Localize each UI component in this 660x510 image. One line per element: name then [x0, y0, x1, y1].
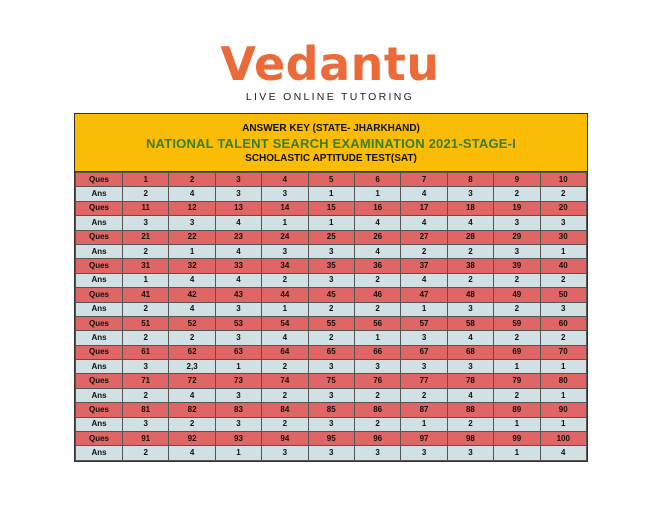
question-number-cell: 61: [123, 345, 169, 359]
question-number-cell: 79: [494, 374, 540, 388]
answer-cell: 1: [215, 360, 261, 374]
answer-row: [76, 417, 587, 431]
answer-cell: 3: [354, 360, 400, 374]
question-number-cell: 33: [215, 259, 261, 273]
question-number-cell: 92: [169, 432, 215, 446]
question-number-cell: 97: [401, 432, 447, 446]
question-number-cell: 29: [494, 230, 540, 244]
answer-row: [76, 331, 587, 345]
question-number-cell: 63: [215, 345, 261, 359]
answer-cell: 3: [401, 331, 447, 345]
question-number-cell: 34: [262, 259, 308, 273]
question-number-cell: 67: [401, 345, 447, 359]
question-number-cell: 68: [447, 345, 493, 359]
answer-cell: 3: [447, 187, 493, 201]
question-number-cell: 11: [123, 201, 169, 215]
answer-cell: 4: [169, 273, 215, 287]
question-number-cell: 1: [123, 173, 169, 187]
ques-label: Ques: [76, 173, 123, 187]
question-number-cell: 82: [169, 403, 215, 417]
answer-cell: 3: [447, 360, 493, 374]
answer-cell: 2: [494, 388, 540, 402]
question-number-cell: 45: [308, 288, 354, 302]
answer-row: [76, 187, 587, 201]
question-number-cell: 17: [401, 201, 447, 215]
question-number-cell: 9: [494, 173, 540, 187]
answer-cell: 2: [169, 331, 215, 345]
answer-cell: 2: [540, 331, 586, 345]
answer-cell: 2: [401, 388, 447, 402]
answer-cell: 2: [540, 273, 586, 287]
question-row: [76, 173, 587, 187]
answer-cell: 4: [354, 216, 400, 230]
question-number-cell: 20: [540, 201, 586, 215]
answer-cell: 1: [401, 417, 447, 431]
ans-label: Ans: [76, 302, 123, 316]
answer-cell: 1: [262, 216, 308, 230]
ans-label: Ans: [76, 331, 123, 345]
answer-cell: 3: [215, 388, 261, 402]
answer-cell: 3: [308, 273, 354, 287]
ans-label: Ans: [76, 273, 123, 287]
logo-tagline: LIVE ONLINE TUTORING: [245, 91, 415, 103]
logo-area: [0, 38, 660, 90]
answer-cell: 3: [447, 446, 493, 460]
question-row: [76, 259, 587, 273]
answer-cell: 3: [215, 187, 261, 201]
ques-label: Ques: [76, 259, 123, 273]
question-number-cell: 93: [215, 432, 261, 446]
question-number-cell: 89: [494, 403, 540, 417]
question-number-cell: 50: [540, 288, 586, 302]
question-number-cell: 19: [494, 201, 540, 215]
question-number-cell: 15: [308, 201, 354, 215]
question-number-cell: 71: [123, 374, 169, 388]
answer-cell: 2: [123, 302, 169, 316]
question-number-cell: 37: [401, 259, 447, 273]
question-number-cell: 75: [308, 374, 354, 388]
answer-cell: 1: [494, 417, 540, 431]
answer-cell: 4: [354, 244, 400, 258]
answer-cell: 3: [215, 302, 261, 316]
question-number-cell: 46: [354, 288, 400, 302]
question-number-cell: 27: [401, 230, 447, 244]
question-number-cell: 94: [262, 432, 308, 446]
question-number-cell: 36: [354, 259, 400, 273]
question-number-cell: 54: [262, 316, 308, 330]
answer-cell: 3: [308, 417, 354, 431]
question-number-cell: 74: [262, 374, 308, 388]
answer-cell: 3: [308, 446, 354, 460]
question-number-cell: 16: [354, 201, 400, 215]
question-number-cell: 30: [540, 230, 586, 244]
answer-key-body: [76, 173, 587, 461]
answer-cell: 2: [123, 187, 169, 201]
answer-cell: 4: [169, 187, 215, 201]
question-row: [76, 432, 587, 446]
question-number-cell: 88: [447, 403, 493, 417]
ans-label: Ans: [76, 446, 123, 460]
question-number-cell: 42: [169, 288, 215, 302]
question-number-cell: 10: [540, 173, 586, 187]
answer-cell: 3: [123, 216, 169, 230]
answer-cell: 3: [494, 244, 540, 258]
question-number-cell: 62: [169, 345, 215, 359]
answer-cell: 1: [494, 446, 540, 460]
question-number-cell: 78: [447, 374, 493, 388]
answer-cell: 2: [494, 331, 540, 345]
ques-label: Ques: [76, 230, 123, 244]
answer-cell: 2: [262, 417, 308, 431]
answer-cell: 4: [401, 187, 447, 201]
answer-cell: 2: [447, 273, 493, 287]
ans-label: Ans: [76, 388, 123, 402]
question-number-cell: 7: [401, 173, 447, 187]
answer-cell: 2: [123, 446, 169, 460]
question-number-cell: 6: [354, 173, 400, 187]
answer-cell: 1: [169, 244, 215, 258]
ques-label: Ques: [76, 316, 123, 330]
question-number-cell: 84: [262, 403, 308, 417]
question-number-cell: 8: [447, 173, 493, 187]
answer-cell: 4: [447, 388, 493, 402]
answer-cell: 2: [354, 417, 400, 431]
question-number-cell: 22: [169, 230, 215, 244]
answer-cell: 2: [354, 302, 400, 316]
question-number-cell: 40: [540, 259, 586, 273]
question-number-cell: 41: [123, 288, 169, 302]
question-number-cell: 21: [123, 230, 169, 244]
answer-cell: 1: [540, 388, 586, 402]
question-number-cell: 55: [308, 316, 354, 330]
answer-cell: 3: [262, 244, 308, 258]
question-number-cell: 56: [354, 316, 400, 330]
question-number-cell: 69: [494, 345, 540, 359]
question-number-cell: 72: [169, 374, 215, 388]
question-number-cell: 86: [354, 403, 400, 417]
answer-cell: 1: [308, 187, 354, 201]
answer-cell: 3: [123, 417, 169, 431]
ans-label: Ans: [76, 187, 123, 201]
ques-label: Ques: [76, 403, 123, 417]
answer-cell: 3: [308, 360, 354, 374]
question-row: [76, 403, 587, 417]
answer-cell: 2: [262, 360, 308, 374]
answer-cell: 2: [354, 273, 400, 287]
answer-cell: 1: [540, 360, 586, 374]
answer-cell: 3: [262, 187, 308, 201]
answer-cell: 4: [215, 244, 261, 258]
question-number-cell: 31: [123, 259, 169, 273]
question-number-cell: 25: [308, 230, 354, 244]
answer-cell: 1: [494, 360, 540, 374]
question-number-cell: 96: [354, 432, 400, 446]
answer-cell: 2: [354, 388, 400, 402]
answer-cell: 2: [447, 244, 493, 258]
answer-row: [76, 216, 587, 230]
answer-cell: 1: [354, 187, 400, 201]
question-number-cell: 3: [215, 173, 261, 187]
question-number-cell: 4: [262, 173, 308, 187]
question-number-cell: 24: [262, 230, 308, 244]
answer-cell: 4: [401, 216, 447, 230]
question-number-cell: 85: [308, 403, 354, 417]
question-number-cell: 53: [215, 316, 261, 330]
answer-row: [76, 446, 587, 460]
ques-label: Ques: [76, 345, 123, 359]
question-number-cell: 95: [308, 432, 354, 446]
ans-label: Ans: [76, 360, 123, 374]
answer-row: [76, 244, 587, 258]
answer-row: [76, 388, 587, 402]
answer-cell: 1: [401, 302, 447, 316]
answer-cell: 3: [447, 302, 493, 316]
question-number-cell: 52: [169, 316, 215, 330]
answer-cell: 4: [215, 216, 261, 230]
answer-cell: 3: [540, 302, 586, 316]
answer-cell: 4: [169, 446, 215, 460]
question-number-cell: 80: [540, 374, 586, 388]
question-number-cell: 28: [447, 230, 493, 244]
question-number-cell: 99: [494, 432, 540, 446]
question-number-cell: 64: [262, 345, 308, 359]
question-number-cell: 100: [540, 432, 586, 446]
answer-cell: 3: [262, 446, 308, 460]
answer-row: [76, 360, 587, 374]
answer-cell: 4: [262, 331, 308, 345]
question-number-cell: 12: [169, 201, 215, 215]
question-number-cell: 98: [447, 432, 493, 446]
answer-cell: 3: [308, 388, 354, 402]
answer-key-sheet: [74, 113, 588, 462]
question-number-cell: 87: [401, 403, 447, 417]
answer-cell: 4: [169, 302, 215, 316]
question-number-cell: 44: [262, 288, 308, 302]
answer-cell: 4: [401, 273, 447, 287]
question-number-cell: 18: [447, 201, 493, 215]
answer-cell: 2: [540, 187, 586, 201]
answer-cell: 1: [540, 244, 586, 258]
answer-row: [76, 302, 587, 316]
answer-cell: 1: [123, 273, 169, 287]
question-number-cell: 70: [540, 345, 586, 359]
question-number-cell: 77: [401, 374, 447, 388]
ans-label: Ans: [76, 244, 123, 258]
question-number-cell: 5: [308, 173, 354, 187]
answer-cell: 2: [447, 417, 493, 431]
answer-cell: 3: [215, 417, 261, 431]
answer-cell: 4: [540, 446, 586, 460]
answer-cell: 2: [262, 273, 308, 287]
question-number-cell: 66: [354, 345, 400, 359]
answer-key-header: [75, 114, 587, 172]
answer-cell: 2: [123, 388, 169, 402]
question-row: [76, 345, 587, 359]
answer-cell: 4: [447, 331, 493, 345]
answer-cell: 3: [494, 216, 540, 230]
question-number-cell: 57: [401, 316, 447, 330]
question-number-cell: 60: [540, 316, 586, 330]
answer-cell: 2: [123, 331, 169, 345]
header-test-name: SCHOLASTIC APTITUDE TEST(SAT): [245, 153, 417, 164]
answer-cell: 3: [169, 216, 215, 230]
question-number-cell: 23: [215, 230, 261, 244]
question-number-cell: 58: [447, 316, 493, 330]
vedantu-logo: Vedantu: [220, 37, 440, 91]
ans-label: Ans: [76, 417, 123, 431]
answer-cell: 2: [308, 331, 354, 345]
question-row: [76, 374, 587, 388]
question-number-cell: 73: [215, 374, 261, 388]
answer-cell: 3: [308, 244, 354, 258]
question-number-cell: 51: [123, 316, 169, 330]
ans-label: Ans: [76, 216, 123, 230]
question-number-cell: 26: [354, 230, 400, 244]
answer-cell: 2: [401, 244, 447, 258]
answer-cell: 4: [169, 388, 215, 402]
question-number-cell: 38: [447, 259, 493, 273]
question-number-cell: 90: [540, 403, 586, 417]
answer-cell: 2: [123, 244, 169, 258]
question-number-cell: 65: [308, 345, 354, 359]
header-exam-title: NATIONAL TALENT SEARCH EXAMINATION 2021-STAGE-I: [145, 136, 517, 151]
answer-cell: 1: [540, 417, 586, 431]
question-number-cell: 91: [123, 432, 169, 446]
answer-cell: 3: [540, 216, 586, 230]
answer-cell: 3: [215, 331, 261, 345]
question-number-cell: 81: [123, 403, 169, 417]
question-number-cell: 83: [215, 403, 261, 417]
question-number-cell: 32: [169, 259, 215, 273]
header-state: ANSWER KEY (STATE- JHARKHAND): [242, 123, 420, 134]
answer-cell: 2: [262, 388, 308, 402]
question-number-cell: 13: [215, 201, 261, 215]
question-number-cell: 43: [215, 288, 261, 302]
ques-label: Ques: [76, 374, 123, 388]
answer-cell: 3: [401, 360, 447, 374]
answer-cell: 3: [401, 446, 447, 460]
answer-cell: 2: [494, 273, 540, 287]
answer-cell: 2,3: [169, 360, 215, 374]
question-number-cell: 48: [447, 288, 493, 302]
answer-cell: 2: [494, 187, 540, 201]
question-row: [76, 288, 587, 302]
answer-cell: 3: [123, 360, 169, 374]
answer-cell: 1: [262, 302, 308, 316]
question-number-cell: 2: [169, 173, 215, 187]
ques-label: Ques: [76, 432, 123, 446]
answer-cell: 1: [308, 216, 354, 230]
question-number-cell: 59: [494, 316, 540, 330]
answer-row: [76, 273, 587, 287]
answer-cell: 2: [169, 417, 215, 431]
ques-label: Ques: [76, 288, 123, 302]
answer-cell: 2: [494, 302, 540, 316]
answer-cell: 3: [354, 446, 400, 460]
answer-key-table: [75, 172, 587, 461]
answer-cell: 1: [354, 331, 400, 345]
question-number-cell: 49: [494, 288, 540, 302]
question-number-cell: 76: [354, 374, 400, 388]
ques-label: Ques: [76, 201, 123, 215]
question-number-cell: 35: [308, 259, 354, 273]
answer-cell: 4: [447, 216, 493, 230]
question-row: [76, 316, 587, 330]
answer-cell: 4: [215, 273, 261, 287]
question-number-cell: 47: [401, 288, 447, 302]
question-row: [76, 230, 587, 244]
question-row: [76, 201, 587, 215]
answer-cell: 2: [308, 302, 354, 316]
question-number-cell: 14: [262, 201, 308, 215]
answer-cell: 1: [215, 446, 261, 460]
question-number-cell: 39: [494, 259, 540, 273]
